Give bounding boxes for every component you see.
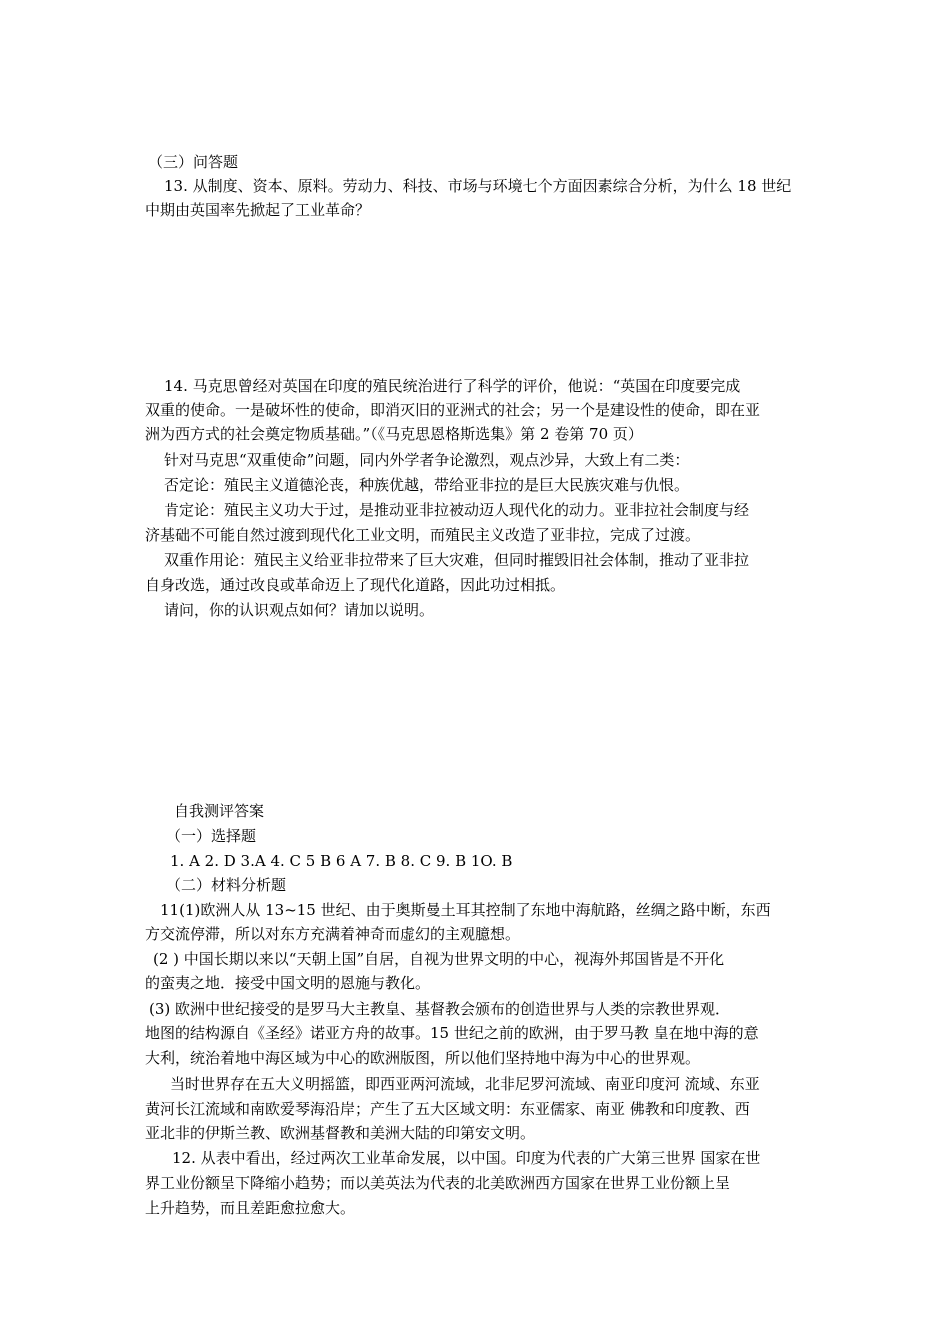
- q13-line-2: 中期由英国率先掀起了工业革命？: [145, 201, 371, 219]
- q14-line-8: 双重作用论：殖民主义给亚非拉带来了巨大灾难，但同时摧毁旧社会体制，推动了亚非拉: [164, 551, 750, 569]
- a11-line-5: (3) 欧洲中世纪接受的是罗马大主教皇、基督教会颁布的创造世界与人类的宗教世界观．: [149, 1000, 731, 1018]
- a11-line-2: 方交流停滞，所以对东方充满着神奇而虚幻的主观臆想。: [145, 925, 521, 943]
- q14-line-10: 请问，你的认识观点如何？请加以说明。: [164, 601, 435, 619]
- a12-line-2: 界工业份额呈下降缩小趋势；而以美英法为代表的北美欧洲西方国家在世界工业份额上呈: [145, 1174, 731, 1192]
- a11-line-6: 地图的结构源自《圣经》诺亚方舟的故事。15 世纪之前的欧洲，由于罗马教 皇在地中海的意: [145, 1024, 759, 1042]
- q14-line-7: 济基础不可能自然过渡到现代化工业文明，而殖民主义改造了亚非拉，完成了过渡。: [145, 526, 701, 544]
- a11-line-4: 的蛮夷之地．接受中国文明的恩施与教化。: [145, 974, 431, 992]
- q13-line-1: 13. 从制度、资本、原料。劳动力、科技、市场与环境七个方面因素综合分析，为什么 18 世纪: [164, 177, 792, 195]
- answers-section1-answers: 1. A 2. D 3.A 4. C 5 B 6 A 7. B 8. C 9. B 1O. B: [170, 852, 513, 870]
- q14-line-3: 洲为西方式的社会奠定物质基础。”（《马克思恩格斯选集》第 2 卷第 70 页）: [145, 425, 643, 443]
- a11-line-8: 当时世界存在五大义明摇篮，即西亚两河流域，北非尼罗河流域、南亚印度河 流域、东亚: [170, 1075, 760, 1093]
- a12-line-3: 上升趋势，而且差距愈拉愈大。: [145, 1199, 356, 1217]
- a11-line-10: 亚北非的伊斯兰教、欧洲基督教和美洲大陆的印第安文明。: [145, 1124, 536, 1142]
- a11-line-9: 黄河长江流域和南欧爱琴海沿岸；产生了五大区域文明：东亚儒家、南亚 佛教和印度教、西: [145, 1100, 750, 1118]
- q14-line-9: 自身改选，通过改良或革命迈上了现代化道路，因此功过相抵。: [145, 576, 566, 594]
- section-heading-essay: （三）问答题: [148, 153, 239, 171]
- a12-line-1: 12. 从表中看出，经过两次工业革命发展，以中国。印度为代表的广大第三世界 国家在世: [172, 1149, 761, 1167]
- a11-line-3: (2 ) 中国长期以来以“天朝上国”自居，自视为世界文明的中心，视海外邦国皆是不开化: [153, 950, 725, 968]
- q14-line-4: 针对马克思“双重使命”问题，同内外学者争论激烈，观点沙异，大致上有二类：: [164, 451, 690, 469]
- a11-line-1: 11(1)欧洲人从 13~15 世纪、由于奥斯曼土耳其控制了东地中海航路，丝绸之路中断，东西: [160, 901, 771, 919]
- q14-line-5: 否定论：殖民主义道德沦丧，种族优越，带给亚非拉的是巨大民族灾难与仇恨。: [164, 476, 690, 494]
- q14-line-2: 双重的使命。一是破坏性的使命，即消灭旧的亚洲式的社会；另一个是建设性的使命，即在亚: [145, 401, 761, 419]
- answers-section1-heading: （一）选择题: [166, 827, 257, 845]
- answers-title: 自我测评答案: [174, 802, 265, 820]
- a11-line-7: 大利，统治着地中海区域为中心的欧洲版图，所以他们坚持地中海为中心的世界观。: [145, 1049, 701, 1067]
- q14-line-6: 肯定论：殖民主义功大于过，是推动亚非拉被动迈人现代化的动力。亚非拉社会制度与经: [164, 501, 750, 519]
- answers-section2-heading: （二）材料分析题: [166, 876, 287, 894]
- q14-line-1: 14. 马克思曾经对英国在印度的殖民统治进行了科学的评价，他说：“英国在印度要完成: [164, 377, 741, 395]
